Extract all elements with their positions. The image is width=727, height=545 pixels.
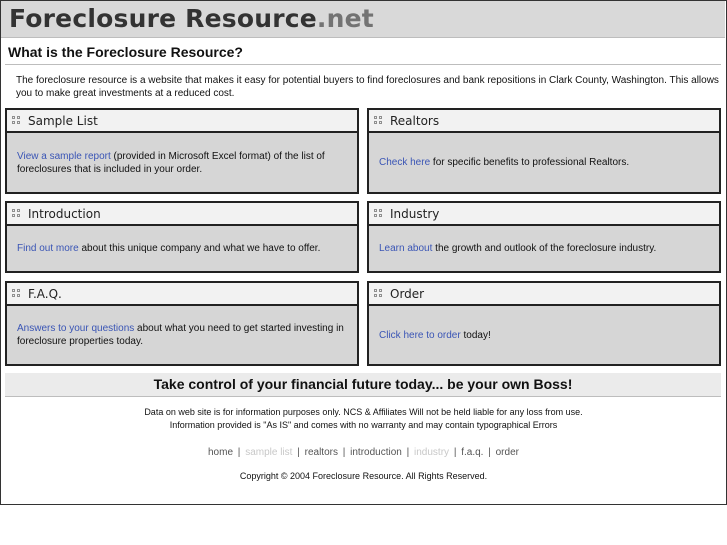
footer-link-realtors[interactable]: realtors <box>304 447 338 458</box>
copyright: Copyright © 2004 Foreclosure Resource. All Rights Reserved. <box>239 471 488 481</box>
disclaimer-line-1: Data on web site is for information purposes only. NCS & Affiliates Will not be held liable for any loss from use. <box>144 407 583 417</box>
answers-to-questions-link[interactable]: Answers to your questions <box>17 323 135 334</box>
realtors-body <box>369 133 719 192</box>
industry-header <box>369 203 719 226</box>
industry-text <box>379 242 656 255</box>
grip-icon <box>12 209 21 218</box>
check-here-link[interactable]: Check here <box>379 157 431 168</box>
page-title: What is the Foreclosure Resource? <box>8 44 243 60</box>
grip-icon <box>374 289 383 298</box>
order-body <box>369 306 719 364</box>
realtors-text <box>379 156 629 169</box>
slogan-banner: Take control of your financial future today... be your own Boss! <box>5 373 721 397</box>
footer-nav <box>0 447 727 458</box>
logo-main-text: Foreclosure Resource <box>9 4 317 33</box>
nav-separator: | <box>342 447 346 458</box>
disclaimer <box>0 406 727 432</box>
introduction-box <box>5 201 359 273</box>
faq-title: F.A.Q. <box>28 286 62 301</box>
footer-link-home[interactable]: home <box>208 447 234 458</box>
faq-text <box>17 322 347 348</box>
find-out-more-link[interactable]: Find out more <box>17 243 79 254</box>
footer-link-industry[interactable]: industry <box>414 447 450 458</box>
industry-description: the growth and outlook of the foreclosure industry. <box>432 243 657 254</box>
sample-list-text <box>17 150 347 176</box>
site-banner <box>1 1 725 38</box>
disclaimer-line-2: Information provided is "As IS" and comes with no warranty and may contain typographical Errors <box>169 420 558 430</box>
order-title: Order <box>390 286 425 301</box>
introduction-text <box>17 242 320 255</box>
footer-link-introduction[interactable]: introduction <box>350 447 402 458</box>
industry-title: Industry <box>390 206 440 221</box>
industry-box <box>367 201 721 273</box>
sample-list-title: Sample List <box>28 113 98 128</box>
introduction-body <box>7 226 357 271</box>
grip-icon <box>374 116 383 125</box>
order-description: today! <box>460 329 491 341</box>
nav-separator: | <box>453 447 457 458</box>
faq-header <box>7 283 357 306</box>
footer-link-order[interactable]: order <box>495 447 519 458</box>
order-header <box>369 283 719 306</box>
faq-body <box>7 306 357 364</box>
grip-icon <box>12 289 21 298</box>
view-sample-report-link[interactable]: View a sample report <box>17 150 111 162</box>
introduction-description: about this unique company and what we have to offer. <box>78 243 321 254</box>
sample-list-body <box>7 133 357 192</box>
industry-body <box>369 226 719 271</box>
logo-tld-text: .net <box>316 4 374 33</box>
title-divider <box>5 64 721 65</box>
grip-icon <box>12 116 21 125</box>
realtors-box <box>367 108 721 194</box>
footer-link-faq[interactable]: f.a.q. <box>461 447 484 458</box>
introduction-title: Introduction <box>28 206 101 221</box>
realtors-header <box>369 110 719 133</box>
intro-text: The foreclosure resource is a website that makes it easy for potential buyers to find foreclosures and bank repositions in Clark County, Washington. This allows you to make great investments at a reduced cost. <box>16 75 719 99</box>
click-here-to-order-link[interactable]: Click here to order <box>379 329 461 341</box>
nav-separator: | <box>237 447 241 458</box>
learn-about-link[interactable]: Learn about <box>379 243 433 254</box>
site-logo[interactable] <box>9 4 374 34</box>
introduction-header <box>7 203 357 226</box>
sample-list-box <box>5 108 359 194</box>
realtors-title: Realtors <box>390 113 440 128</box>
sample-list-header <box>7 110 357 133</box>
order-text <box>379 329 491 342</box>
faq-description: about what you need to get started investing in foreclosure properties today. <box>17 323 344 347</box>
grip-icon <box>374 209 383 218</box>
faq-box <box>5 281 359 366</box>
sample-list-description: (provided in Microsoft Excel format) of the list of foreclosures that is included in your order. <box>17 150 325 175</box>
footer-link-sample-list[interactable]: sample list <box>245 447 293 458</box>
order-box <box>367 281 721 366</box>
nav-separator: | <box>406 447 410 458</box>
nav-separator: | <box>488 447 491 458</box>
realtors-description: for specific benefits to professional Realtors. <box>430 157 630 168</box>
nav-separator: | <box>297 447 300 458</box>
